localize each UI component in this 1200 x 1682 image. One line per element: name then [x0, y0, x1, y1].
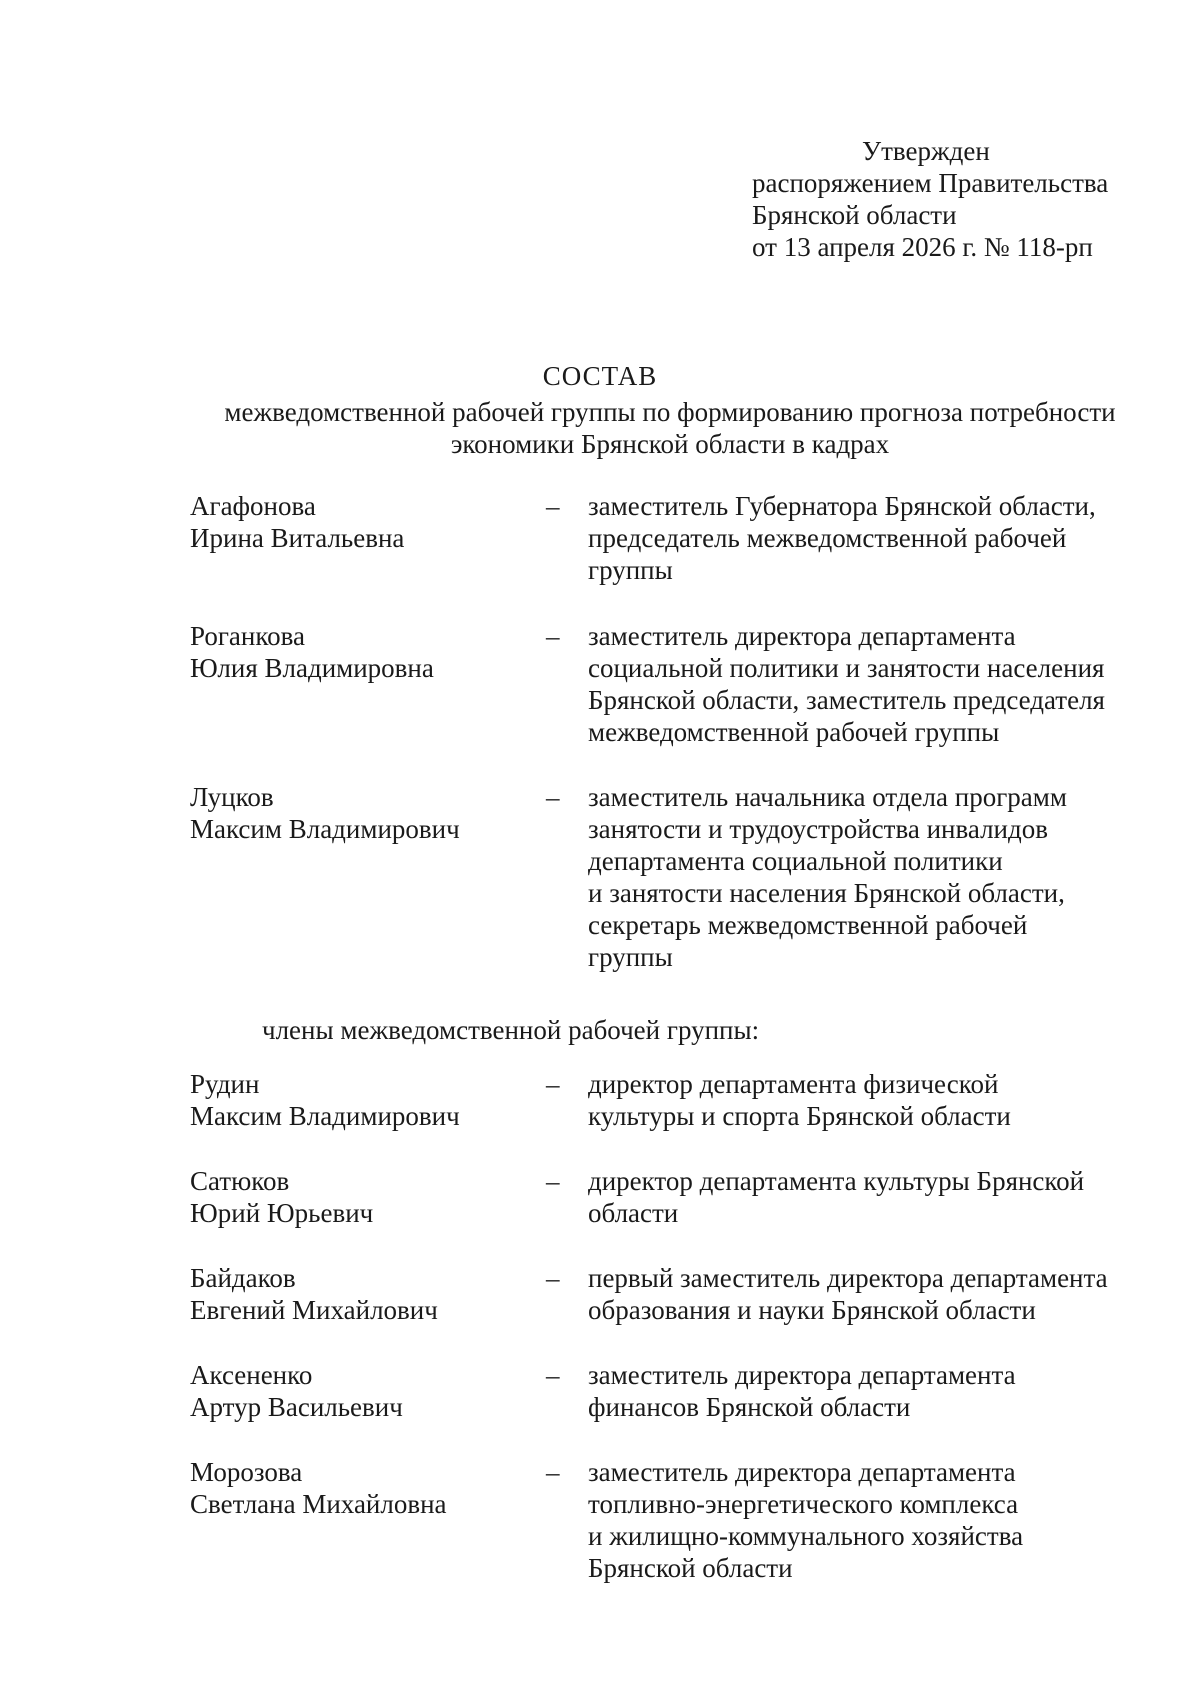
dash-separator: – [546, 782, 560, 812]
member-surname: Рудин [190, 1069, 260, 1099]
position-line: межведомственной рабочей группы [588, 717, 1000, 747]
member-name [190, 620, 520, 684]
member-position [588, 781, 1148, 973]
position-line: директор департамента физической [588, 1069, 999, 1099]
approval-line: Утвержден [862, 136, 990, 166]
position-line: заместитель директора департамента [588, 1457, 1016, 1487]
position-line: заместитель директора департамента [588, 621, 1016, 651]
member-position [588, 620, 1148, 748]
position-line: секретарь межведомственной рабочей [588, 910, 1028, 940]
subtitle-line: межведомственной рабочей группы по формированию прогноза потребности [224, 397, 1116, 427]
member-given-names: Ирина Витальевна [190, 523, 405, 553]
member-position [588, 490, 1148, 586]
approval-line: распоряжением Правительства [752, 168, 1109, 198]
position-line: и жилищно-коммунального хозяйства [588, 1521, 1024, 1551]
subtitle-line: экономики Брянской области в кадрах [450, 429, 890, 459]
position-line: заместитель Губернатора Брянской области, [588, 491, 1096, 521]
approval-line: от 13 апреля 2026 г. № 118-рп [752, 232, 1093, 262]
member-position [588, 1068, 1148, 1132]
position-line: образования и науки Брянской области [588, 1295, 1036, 1325]
member-given-names: Максим Владимирович [190, 814, 460, 844]
position-line: департамента социальной политики [588, 846, 1003, 876]
position-line: культуры и спорта Брянской области [588, 1101, 1011, 1131]
member-given-names: Артур Васильевич [190, 1392, 403, 1422]
position-line: первый заместитель директора департамента [588, 1263, 1108, 1293]
member-position [588, 1165, 1148, 1229]
position-line: заместитель начальника отдела программ [588, 782, 1067, 812]
member-surname: Сатюков [190, 1166, 290, 1196]
position-line: заместитель директора департамента [588, 1360, 1016, 1390]
approval-line: Брянской области [752, 200, 957, 230]
position-line: председатель межведомственной рабочей [588, 523, 1067, 553]
position-line: Брянской области, заместитель председателя [588, 685, 1105, 715]
member-given-names: Максим Владимирович [190, 1101, 460, 1131]
position-line: топливно-энергетического комплекса [588, 1489, 1019, 1519]
dash-separator: – [546, 1360, 560, 1390]
member-given-names: Юрий Юрьевич [190, 1198, 374, 1228]
dash-separator: – [546, 1457, 560, 1487]
member-surname: Морозова [190, 1457, 303, 1487]
member-name [190, 1165, 520, 1229]
member-position [588, 1456, 1148, 1584]
dash-separator: – [546, 1069, 560, 1099]
position-line: Брянской области [588, 1553, 793, 1583]
member-position [588, 1359, 1148, 1423]
member-surname: Байдаков [190, 1263, 296, 1293]
member-surname: Луцков [190, 782, 274, 812]
member-name [190, 781, 520, 845]
dash-separator: – [546, 621, 560, 651]
position-line: директор департамента культуры Брянской [588, 1166, 1085, 1196]
members-heading: члены межведомственной рабочей группы: [262, 1015, 760, 1045]
member-name [190, 1262, 520, 1326]
member-name [190, 1456, 520, 1520]
position-line: социальной политики и занятости населения [588, 653, 1105, 683]
member-name [190, 490, 520, 554]
member-name [190, 1359, 520, 1423]
member-name [190, 1068, 520, 1132]
dash-separator: – [546, 491, 560, 521]
dash-separator: – [546, 1166, 560, 1196]
position-line: группы [588, 942, 673, 972]
position-line: группы [588, 555, 673, 585]
member-given-names: Юлия Владимировна [190, 653, 434, 683]
member-surname: Аксененко [190, 1360, 313, 1390]
position-line: занятости и трудоустройства инвалидов [588, 814, 1048, 844]
member-surname: Роганкова [190, 621, 305, 651]
member-position [588, 1262, 1148, 1326]
dash-separator: – [546, 1263, 560, 1293]
document-title: СОСТАВ [542, 361, 658, 391]
member-given-names: Светлана Михайловна [190, 1489, 447, 1519]
position-line: и занятости населения Брянской области, [588, 878, 1065, 908]
position-line: финансов Брянской области [588, 1392, 911, 1422]
member-surname: Агафонова [190, 491, 316, 521]
member-given-names: Евгений Михайлович [190, 1295, 438, 1325]
position-line: области [588, 1198, 679, 1228]
